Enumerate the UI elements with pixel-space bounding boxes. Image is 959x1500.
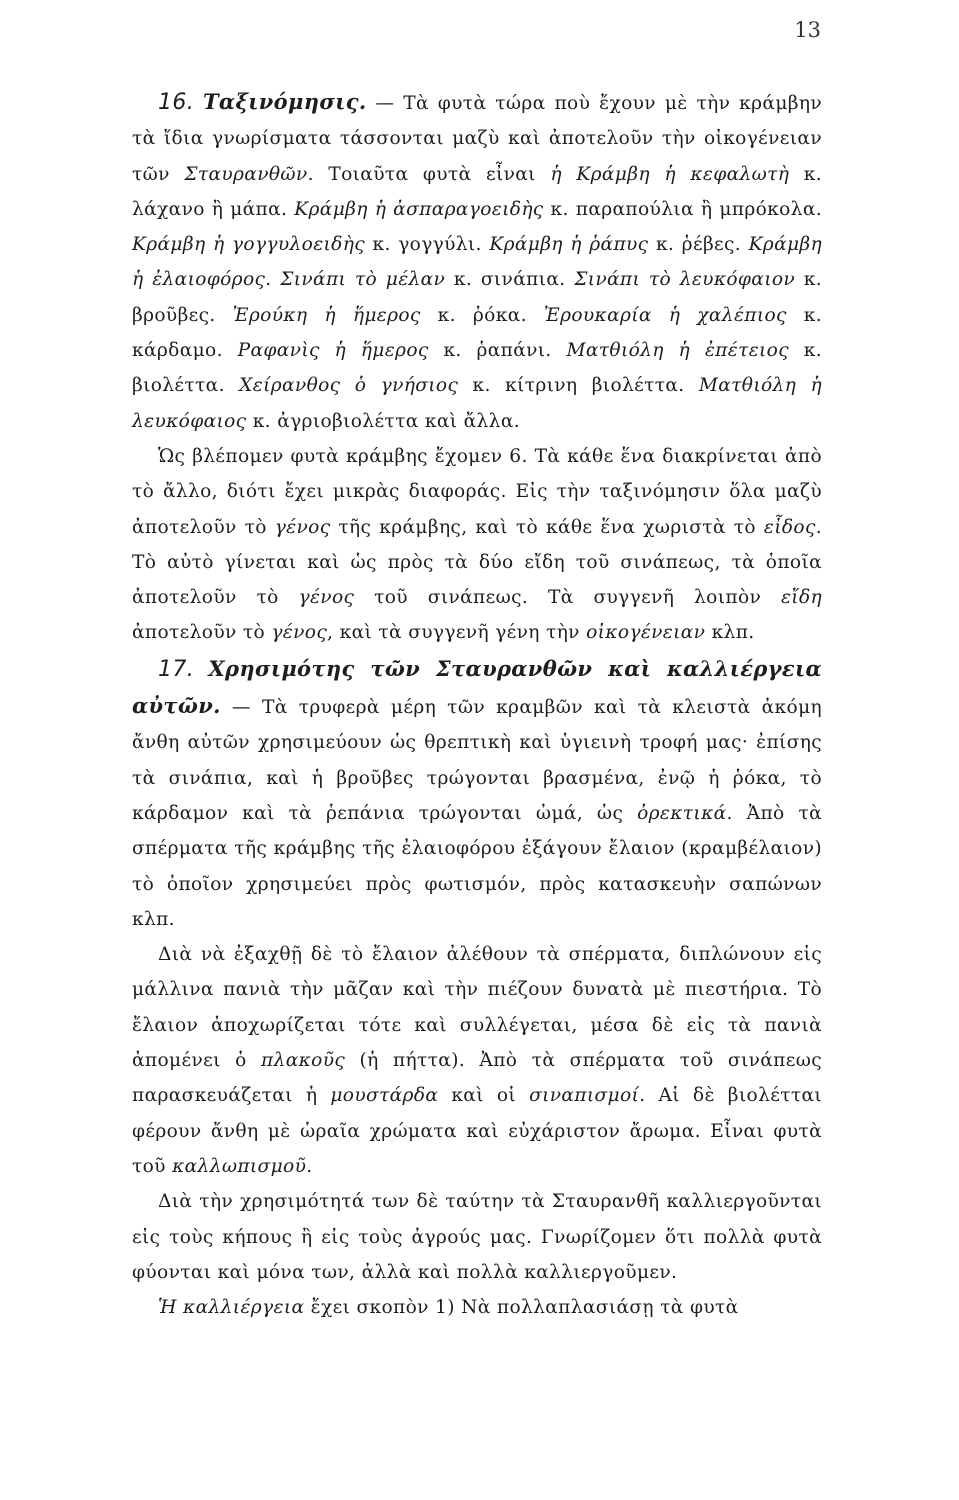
italic-term: Ἐρούκη ἡ ἥμερος [232,304,421,326]
italic-term: οἰκογένειαν [586,622,706,644]
text-run: (ἡ πήττα). Ἀπὸ τὰ σπέρματα τοῦ σινάπεως παρασκευάζεται ἡ [132,1050,822,1107]
italic-term: μουστάρδα [330,1085,439,1107]
text-run: τοῦ σινάπεως. Τὰ συγγενῆ λοιπὸν [354,587,781,609]
section-17-body-1 [132,697,822,930]
section-17-dash: — [220,697,262,719]
italic-term: εἴδη [780,587,822,609]
section-16-paragraph-2 [132,439,822,651]
text-run: . [306,1155,313,1177]
text-run: κλπ. [705,622,755,644]
text-run: . Τὸ αὐτὸ γίνεται καὶ ὡς πρὸς τὰ δύο εἴδη τοῦ σινάπεως, τὰ ὁποῖα ἀποτελοῦν τὸ [132,516,822,609]
section-17-number: 17. [158,656,195,682]
italic-term: Κράμβη ἡ ἀσπαραγοειδὴς [294,198,544,220]
page-number: 13 [794,18,821,42]
text-run: καὶ οἱ [438,1085,530,1107]
text-run: Τὰ φυτὰ τώρα ποὺ ἔχουν μὲ τὴν κράμβην τὰ ἴδια γνωρίσματα τάσσονται μαζὺ καὶ ἀποτελοῦν τὴν οἰκογένειαν τῶν [132,93,822,185]
italic-term: Ματθιόλη ἡ λευκόφαιος [132,375,822,432]
section-17-paragraph-2 [132,937,822,1184]
text-run: ἀποτελοῦν τὸ [132,622,272,644]
italic-term: Σταυρανθῶν [184,163,308,185]
text-run: κ. λάχανο ἢ μάπα. [132,163,822,220]
page-text [132,84,822,1325]
section-16-dash: — [366,93,404,114]
section-16-heading: Ταξινόμησις. [202,89,367,114]
text-run: κ. ἀγριοβιολέττα καὶ ἄλλα. [246,410,520,432]
text-run: κ. ῥαπάνι. [428,340,567,362]
section-17-paragraph-3 [132,1184,822,1290]
italic-term: γένος [274,516,331,538]
italic-term: Ραφανὶς ἡ ἥμερος [237,340,429,362]
text-run: Τὰ τρυφερὰ μέρη τῶν κραμβῶν καὶ τὰ κλειστὰ ἀκόμη ἄνθη αὐτῶν χρησιμεύουν ὡς θρεπτικὴ καὶ ὑγιεινὴ τροφή μας· ἐπίσης τὰ σινάπια, καὶ ἡ βροῦβες τρώγονται βρασμένα, ἐνῷ ἡ ῥόκα, τὸ κάρδαμον καὶ τὰ ῥεπάνια τρώγονται ὠμά, ὡς [132,697,822,824]
italic-term: πλακοῦς [261,1050,346,1072]
italic-term: γένος [271,622,328,644]
text-run: κ. ῥέβες. [648,234,749,256]
section-17-body-4 [158,1297,739,1318]
italic-term: ἡ Κράμβη ἡ κεφαλωτὴ [550,163,790,185]
section-17-body-3 [132,1191,822,1283]
section-17-body-2 [132,944,822,1177]
text-run: κ. παραπούλια ἢ μπρόκολα. [543,198,822,220]
text-run: κ. βιολέττα. [132,340,823,397]
section-16-body-1 [132,93,822,432]
text-run: κ. βροῦβες. [132,269,822,326]
section-16-paragraph-1 [132,84,822,439]
italic-term: Σινάπι τὸ μέλαν [280,269,446,291]
text-run: κ. κάρδαμο. [132,304,823,362]
text-run: . Τοιαῦτα φυτὰ εἶναι [307,163,551,185]
text-run: κ. σινάπια. [445,269,575,291]
text-run: . Αἱ δὲ βιολέτται φέρουν ἄνθη μὲ ὡραῖα χρώματα καὶ εὐχάριστον ἄρωμα. Εἶναι φυτὰ τοῦ [132,1085,823,1177]
section-16-body-2 [132,446,822,643]
text-run: Διὰ τὴν χρησιμότητά των δὲ ταύτην τὰ Σταυρανθῆ καλλιεργοῦνται εἰς τοὺς κήπους ἢ εἰς τοὺς ἀγρούς μας. Γνωρίζομεν ὅτι πολλὰ φυτὰ φύονται καὶ μόνα των, ἀλλὰ καὶ πολλὰ καλλιεργοῦμεν. [132,1191,822,1283]
italic-term: Ἐρουκαρία ἡ χαλέπιος [543,304,787,326]
italic-term: Ματθιόλη ἡ ἐπέτειος [566,340,789,362]
text-run: κ. ῥόκα. [420,304,544,326]
section-17-heading: Χρησιμότης τῶν Σταυρανθῶν καὶ καλλιέργεια αὐτῶν. [132,655,823,719]
text-run: τῆς κράμβης, καὶ τὸ κάθε ἕνα χωριστὰ τὸ [330,516,764,538]
italic-term: Κράμβη ἡ γογγυλοειδὴς [132,234,365,256]
italic-term: ὀρεκτικά [637,802,727,824]
italic-term: Κράμβη ἡ ῥάπυς [489,234,649,256]
text-run: Ὡς βλέπομεν φυτὰ κράμβης ἔχομεν 6. Τὰ κάθε ἕνα διακρίνεται ἀπὸ τὸ ἄλλο, διότι ἔχει μικρὰς διαφοράς. Εἰς τὴν ταξινόμησιν ὅλα μαζὺ ἀποτελοῦν τὸ [132,445,822,538]
text-run: , καὶ τὰ συγγενῆ γένη τὴν [327,622,587,644]
italic-term: Κράμβη ἡ ἐλαιοφόρος [132,234,823,291]
text-run: Διὰ νὰ ἐξαχθῇ δὲ τὸ ἔλαιον ἀλέθουν τὰ σπέρματα, διπλώνουν εἰς μάλλινα πανιὰ τὴν μᾶζαν καὶ τὴν πιέζουν δυνατὰ μὲ πιεστήρια. Τὸ ἔλαιον ἀποχωρίζεται τότε καὶ συλλέγεται, μέσα δὲ εἰς τὰ πανιὰ ἀπομένει ὁ [132,944,822,1072]
italic-term: Ἡ καλλιέργεια [158,1297,305,1319]
text-run: κ. γογγύλι. [364,234,490,256]
italic-term: σιναπισμοί [529,1085,640,1107]
italic-term: Χείρανθος ὁ γνήσιος [239,375,459,397]
italic-term: εἶδος [763,516,816,538]
text-run: . [265,269,281,291]
section-17-paragraph-1 [132,651,822,937]
italic-term: γένος [298,587,355,609]
italic-term: καλλωπισμοῦ [172,1155,307,1177]
text-run: ἔχει σκοπὸν 1) Νὰ πολλαπλασιάσῃ τὰ φυτὰ [304,1297,739,1319]
section-17-paragraph-4 [132,1290,822,1325]
section-16-number: 16. [158,90,195,115]
text-run: . Ἀπὸ τὰ σπέρματα τῆς κράμβης τῆς ἐλαιοφόρου ἐξάγουν ἔλαιον (κραμβέλαιον) τὸ ὁποῖον χρησιμεύει πρὸς φωτισμόν, πρὸς κατασκευὴν σαπώνων κλπ. [132,802,822,930]
text-run: κ. κίτρινη βιολέττα. [458,375,699,397]
italic-term: Σινάπι τὸ λευκόφαιον [574,269,796,291]
